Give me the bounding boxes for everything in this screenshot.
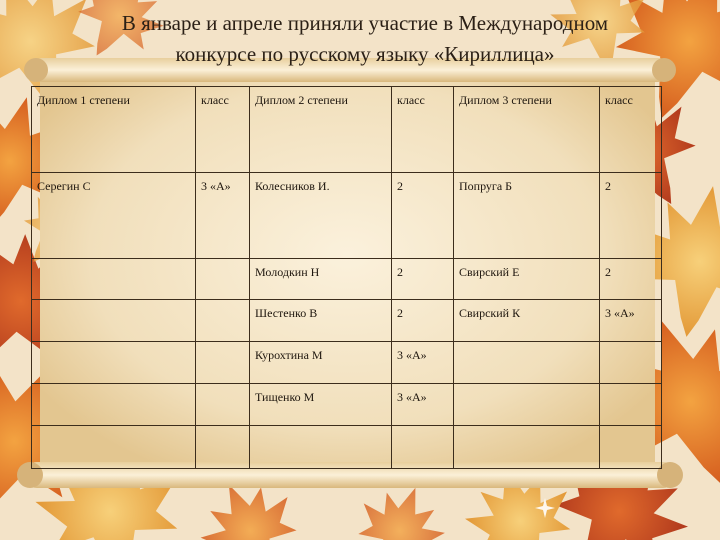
table-row — [32, 426, 662, 469]
table-cell — [196, 426, 250, 469]
table-cell: 2 — [392, 300, 454, 342]
table-cell: 3 «А» — [392, 342, 454, 384]
table-row — [32, 300, 662, 342]
table-cell — [454, 384, 600, 426]
table-cell — [32, 342, 196, 384]
table-cell: 2 — [600, 259, 662, 300]
table-cell — [196, 342, 250, 384]
slide-title-line-2: конкурсе по русскому языку «Кириллица» — [175, 42, 555, 66]
table-cell: 3 «А» — [600, 300, 662, 342]
table-header-row — [32, 87, 662, 173]
header-cell: класс — [196, 87, 250, 173]
table-cell — [32, 259, 196, 300]
table-cell — [600, 426, 662, 469]
table-cell: Тищенко М — [250, 384, 392, 426]
table-cell — [600, 384, 662, 426]
table-cell — [32, 300, 196, 342]
table-cell — [454, 426, 600, 469]
table-cell — [196, 259, 250, 300]
table-cell — [196, 300, 250, 342]
header-cell: класс — [392, 87, 454, 173]
table-cell: Свирский К — [454, 300, 600, 342]
table-cell: Курохтина М — [250, 342, 392, 384]
table-cell: 2 — [392, 173, 454, 259]
table-row — [32, 259, 662, 300]
table-cell: Серегин С — [32, 173, 196, 259]
header-cell: класс — [600, 87, 662, 173]
diploma-table — [31, 86, 662, 469]
table-row — [32, 342, 662, 384]
table-cell: 3 «А» — [392, 384, 454, 426]
slide-title — [40, 8, 690, 70]
table-cell: Попруга Б — [454, 173, 600, 259]
header-cell: Диплом 3 степени — [454, 87, 600, 173]
table-cell: Молодкин Н — [250, 259, 392, 300]
table-cell — [32, 426, 196, 469]
table-cell: Свирский Е — [454, 259, 600, 300]
table-cell: 3 «А» — [196, 173, 250, 259]
header-cell: Диплом 2 степени — [250, 87, 392, 173]
diploma-table-container — [31, 86, 661, 468]
table-cell — [600, 342, 662, 384]
table-cell — [196, 384, 250, 426]
table-cell — [250, 426, 392, 469]
table-cell: Шестенко В — [250, 300, 392, 342]
table-cell — [392, 426, 454, 469]
header-cell: Диплом 1 степени — [32, 87, 196, 173]
table-row — [32, 384, 662, 426]
slide-title-line-1: В январе и апреле приняли участие в Международном — [121, 11, 609, 35]
table-cell: 2 — [392, 259, 454, 300]
table-cell: 2 — [600, 173, 662, 259]
table-cell — [454, 342, 600, 384]
table-cell: Колесников И. — [250, 173, 392, 259]
table-row — [32, 173, 662, 259]
table-cell — [32, 384, 196, 426]
